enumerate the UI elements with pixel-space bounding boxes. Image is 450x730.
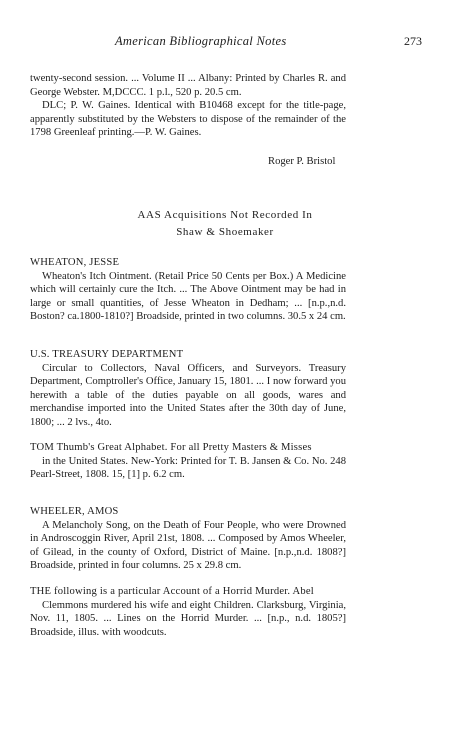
entry-body: in the United States. New-York: Printed for T. B. Jansen & Co. No. 248 Pearl-Street, 1808. 15, [1] p. 6.2 cm. xyxy=(30,455,346,481)
entry-body: Clemmons murdered his wife and eight Children. Clarksburg, Virginia, Nov. 11, 1805. ... Lines on the Horrid Murder. ... [n.p., n.d. 1805?] Broadside, illus. with woodcuts. xyxy=(30,599,346,638)
entry xyxy=(30,348,346,430)
entry-heading: U.S. TREASURY DEPARTMENT xyxy=(30,349,184,360)
entry-heading: TOM Thumb's Great Alphabet. For all Pretty Masters & Misses xyxy=(30,442,312,453)
entry xyxy=(30,505,346,573)
continuation-note: DLC; P. W. Gaines. Identical with B10468 except for the title-page, apparently substituted by the Websters to dispose of the remainder of the 1798 Greenleaf printing.—P. W. Gaines. xyxy=(30,100,346,139)
page-number: 273 xyxy=(404,34,422,48)
entry-heading: WHEATON, JESSE xyxy=(30,257,120,268)
section-title xyxy=(0,207,450,241)
page-header xyxy=(0,34,450,50)
entry xyxy=(30,585,346,639)
entry-heading: THE following is a particular Account of a Horrid Murder. Abel xyxy=(30,586,314,597)
entry-body: Circular to Collectors, Naval Officers, and Surveyors. Treasury Department, Comptroller's Office, January 15, 1801. ... I now forward you herewith a table of the duties payable on all goods, wares and merchandise imported into the United States after the 30th day of June, 1800; ... 2 lvs., 4to. xyxy=(30,362,346,428)
entry xyxy=(30,441,346,482)
continuation-text: twenty-second session. ... Volume II ... Albany: Printed by Charles R. and George Webster. M,DCCC. 1 p.l., 520 p. 20.5 cm. xyxy=(30,73,346,98)
running-title: American Bibliographical Notes xyxy=(115,34,287,48)
entry-body: Wheaton's Itch Ointment. (Retail Price 50 Cents per Box.) A Medicine which will certainly cure the Itch. ... The Above Ointment may be had in large or small quantities, of Jesse Wheaton in Dedham; ... [n.p.,n.d. Boston? ca.1800-1810?] Broadside, printed in two columns. 30.5 x 24 cm. xyxy=(30,270,346,323)
continuation-block xyxy=(30,72,346,140)
entry-body: A Melancholy Song, on the Death of Four People, who were Drowned in Androscoggin River, April 21st, 1808. ... Composed by Amos Wheeler, of Gilead, in the county of Oxford, District of Maine. [n.p.,n.d. 1808?] Broadside, printed in four columns. 25 x 29.8 cm. xyxy=(30,519,346,572)
signature: Roger P. Bristol xyxy=(268,156,336,167)
entry-heading: WHEELER, AMOS xyxy=(30,506,119,517)
entry xyxy=(30,256,346,324)
section-title-line-1: AAS Acquisitions Not Recorded In xyxy=(137,209,313,221)
section-title-line-2: Shaw & Shoemaker xyxy=(176,226,274,238)
